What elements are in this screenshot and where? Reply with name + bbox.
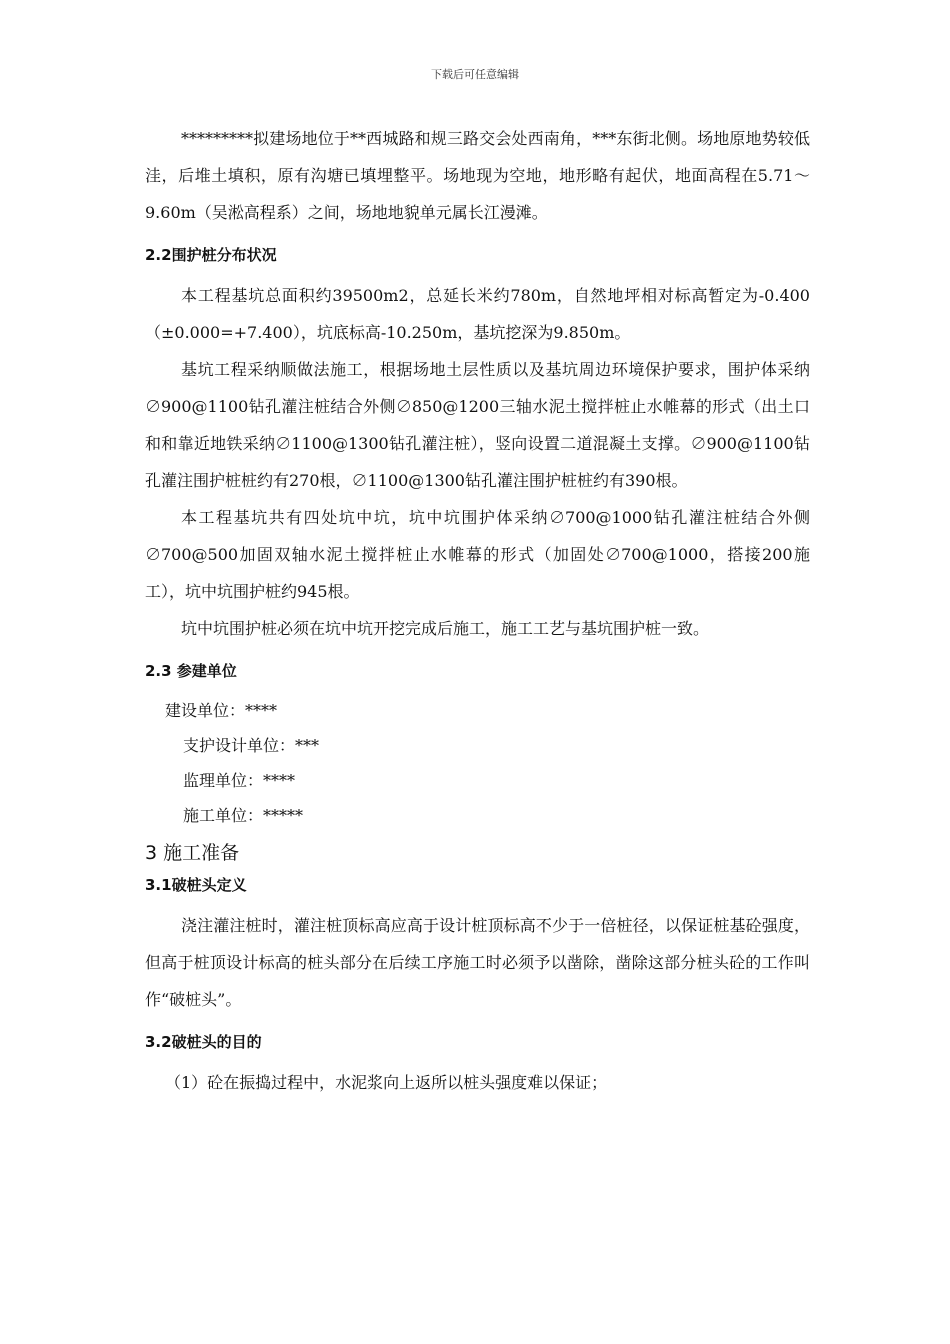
section-heading-3-1: 3.1破桩头定义	[145, 876, 247, 894]
list-item-3-2-1: （1）砼在振捣过程中，水泥浆向上返所以桩头强度难以保证；	[165, 1073, 608, 1092]
section-heading-3-2: 3.2破桩头的目的	[145, 1033, 262, 1051]
paragraph-2-2-2: 基坑工程采纳顺做法施工，根据场地土层性质以及基坑周边环境保护要求，围护体采纳∅900@1100钻孔灌注桩结合外侧∅850@1200三轴水泥土搅拌桩止水帷幕的形式（出土口和和靠近地铁采纳∅1100@1300钻孔灌注桩），竖向设置二道混凝土支撑。∅900@1100钻孔灌注围护桩桩约有270根，∅1100@1300钻孔灌注围护桩桩约有390根。	[145, 360, 810, 490]
paragraph-2-2-3: 本工程基坑共有四处坑中坑，坑中坑围护体采纳∅700@1000钻孔灌注桩结合外侧∅700@500加固双轴水泥土搅拌桩止水帷幕的形式（加固处∅700@1000，搭接200施工），坑中坑围护桩约945根。	[145, 508, 810, 601]
unit-construction: 建设单位：****	[165, 701, 278, 720]
unit-design: 支护设计单位：***	[183, 736, 320, 755]
paragraph-2-2-1: 本工程基坑总面积约39500m2，总延长米约780m，自然地坪相对标高暂定为-0.400（±0.000=+7.400），坑底标高-10.250m，基坑挖深为9.850m。	[145, 286, 810, 342]
chapter-heading-3: 3 施工准备	[145, 842, 240, 864]
unit-supervision: 监理单位：****	[183, 771, 296, 790]
document-body	[145, 120, 810, 1101]
unit-builder: 施工单位：*****	[183, 806, 304, 825]
section-heading-2-3: 2.3 参建单位	[145, 662, 237, 680]
page-header: 下载后可任意编辑	[431, 68, 519, 81]
paragraph-3-1-1: 浇注灌注桩时，灌注桩顶标高应高于设计桩顶标高不少于一倍桩径，以保证桩基砼强度，但高于桩顶设计标高的桩头部分在后续工序施工时必须予以凿除，凿除这部分桩头砼的工作叫作“破桩头”。	[145, 916, 810, 1009]
paragraph-2-2-4: 坑中坑围护桩必须在坑中坑开挖完成后施工，施工工艺与基坑围护桩一致。	[181, 619, 710, 638]
intro-paragraph: *********拟建场地位于**西城路和规三路交会处西南角，***东街北侧。场地原地势较低洼，后堆土填积，原有沟塘已填埋整平。场地现为空地，地形略有起伏，地面高程在5.71～9.60m（吴淞高程系）之间，场地地貌单元属长江漫滩。	[145, 129, 810, 222]
section-heading-2-2: 2.2围护桩分布状况	[145, 246, 277, 264]
